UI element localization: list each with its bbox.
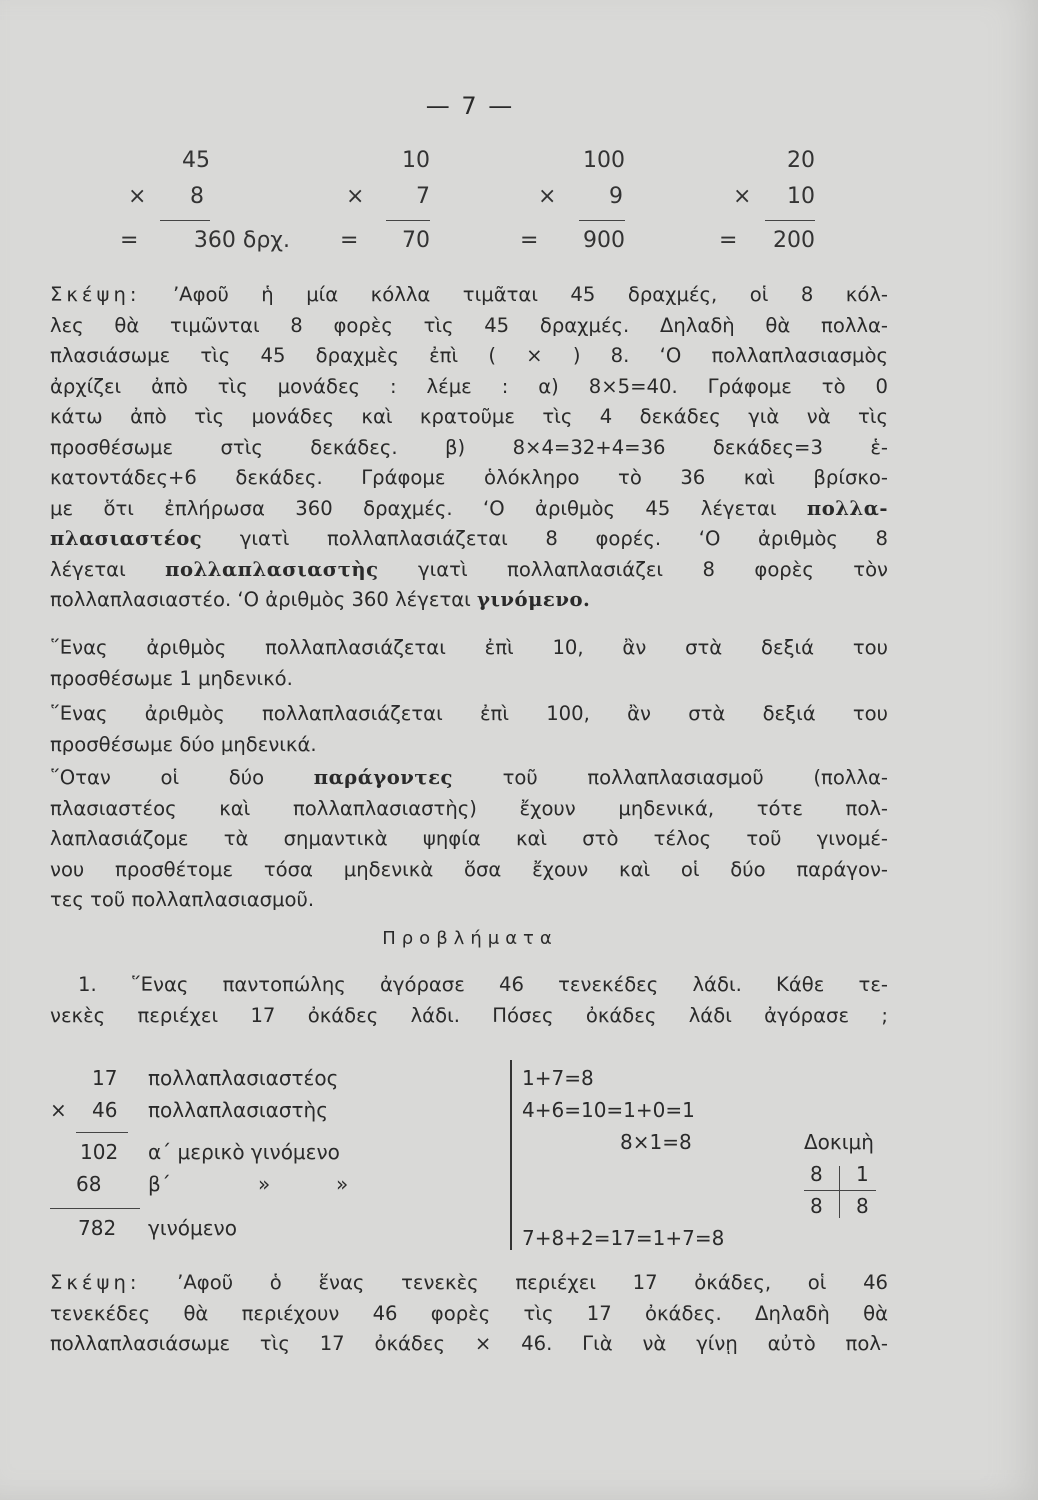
text-span: τοῦ πολλαπλασιασμοῦ (πολλα- — [452, 766, 888, 789]
multiplicand: 100 — [583, 148, 625, 173]
text-line: ῞Ενας ἀριθμὸς πολλαπλασιάζεται ἐπὶ 10, ἂν στὰ δεξιά του — [50, 636, 888, 659]
term-multiplier: πολλαπλασιαστὴς — [165, 557, 379, 581]
rule-paragraph-zeros — [50, 763, 888, 916]
equals-sign: = — [340, 228, 359, 253]
check-line-1: 1+7=8 — [522, 1066, 594, 1090]
reasoning-label: Σκέψη: — [50, 283, 141, 306]
check-title: Δοκιμὴ — [804, 1130, 874, 1154]
page-number: — 7 — — [425, 92, 515, 120]
worked-partial-1: 102 — [80, 1140, 119, 1164]
multiplier: 8 — [190, 184, 204, 209]
text-line — [50, 555, 888, 586]
text-line — [50, 280, 888, 311]
cross-check-bottom-right: 8 — [856, 1194, 869, 1218]
text-line — [50, 585, 888, 616]
text-line: προσθέσωμε στὶς δεκάδες. β) 8×4=32+4=36 δεκάδες=3 ἑ- — [50, 435, 888, 459]
worked-multiplier: 46 — [92, 1098, 118, 1122]
text-span: ’Αφοῦ ἡ μία κόλλα τιμᾶται 45 δραχμές, οἱ 8 κόλ- — [140, 283, 888, 306]
multiplicand: 45 — [182, 148, 210, 173]
multiplier: 7 — [416, 184, 430, 209]
reasoning-label: Σκέψη: — [50, 1271, 141, 1294]
text-line: πολλαπλασιάσωμε τὶς 17 ὀκάδες × 46. Γιὰ νὰ γίνῃ αὐτὸ πολ- — [50, 1332, 888, 1355]
text-span: λέγεται — [50, 557, 166, 581]
problems-heading: Προβλήματα — [382, 928, 558, 949]
worked-multiplier-label: πολλαπλασιαστὴς — [148, 1098, 328, 1122]
times-sign: × — [538, 184, 557, 209]
text-line: προσθέσωμε δύο μηδενικά. — [50, 732, 317, 756]
worked-product-label: γινόμενο — [148, 1216, 237, 1240]
worked-partial-2-label: β΄ — [148, 1172, 171, 1196]
rule-paragraph-times-100 — [50, 699, 888, 760]
multiplicand: 20 — [787, 148, 815, 173]
check-line-2: 4+6=10=1+0=1 — [522, 1098, 695, 1122]
cross-check-top-left: 8 — [810, 1162, 823, 1186]
text-span: γιατὶ πολλαπλασιάζεται 8 φορές. ‘Ο ἀριθμὸς 8 — [202, 527, 888, 550]
text-line — [50, 524, 888, 555]
cross-check-bottom-left: 8 — [810, 1194, 823, 1218]
text-line: πλασιάσωμε τὶς 45 δραχμὲς ἐπὶ ( × ) 8. ‘Ο πολλαπλασιασμὸς — [50, 344, 888, 367]
rule-paragraph-times-10 — [50, 633, 888, 694]
text-span: ῞Οταν οἱ δύο — [50, 766, 314, 789]
rule-line — [386, 220, 430, 221]
ditto-mark: » — [258, 1172, 271, 1196]
check-line-4: 7+8+2=17=1+7=8 — [522, 1226, 725, 1250]
text-line: ἀρχίζει ἀπὸ τὶς μονάδες : λέμε : α) 8×5=40. Γράφομε τὸ 0 — [50, 374, 888, 398]
column-divider — [510, 1060, 512, 1250]
text-span: με ὅτι ἐπλήρωσα 360 δραχμές. ‘Ο ἀριθμὸς 45 λέγεται — [50, 496, 777, 520]
worked-partial-1-label: α΄ μερικὸ γινόμενο — [148, 1140, 340, 1164]
check-line-3: 8×1=8 — [620, 1130, 692, 1154]
rule-line — [579, 220, 625, 221]
text-line: λες θὰ τιμῶνται 8 φορὲς τὶς 45 δραχμές. Δηλαδὴ θὰ πολλα- — [50, 313, 888, 337]
text-line: λαπλασιάζομε τὰ σημαντικὰ ψηφία καὶ στὸ τέλος τοῦ γινομέ- — [50, 827, 888, 850]
rule-line — [50, 1208, 140, 1209]
worked-multiplicand: 17 — [92, 1066, 118, 1090]
multiplicand: 10 — [402, 148, 430, 173]
worked-partial-2: 68 — [76, 1172, 102, 1196]
worked-multiplicand-label: πολλαπλασιαστέος — [148, 1066, 339, 1090]
text-line — [50, 494, 888, 525]
rule-line — [76, 1132, 128, 1133]
term-multiplicand: πολλα- — [806, 496, 888, 520]
text-line — [50, 763, 888, 794]
equals-sign: = — [719, 228, 738, 253]
text-line: τες τοῦ πολλαπλασιασμοῦ. — [50, 888, 315, 911]
ditto-mark: » — [336, 1172, 349, 1196]
worked-product: 782 — [78, 1216, 117, 1240]
problem-1 — [50, 970, 888, 1031]
term-product: γινόμενο. — [477, 588, 591, 611]
product: 900 — [583, 228, 625, 253]
cross-check-vertical — [839, 1166, 840, 1218]
cross-check-top-right: 1 — [856, 1162, 869, 1186]
text-line: νου προσθέτομε τόσα μηδενικὰ ὅσα ἔχουν καὶ οἱ δύο παράγον- — [50, 857, 888, 881]
text-span: ’Αφοῦ ὁ ἕνας τενεκὲς περιέχει 17 ὀκάδες, οἱ 46 — [140, 1271, 888, 1294]
text-line: ῞Ενας ἀριθμὸς πολλαπλασιάζεται ἐπὶ 100, ἂν στὰ δεξιά του — [50, 702, 888, 725]
rule-line — [160, 220, 210, 221]
worked-times-sign: × — [50, 1098, 67, 1122]
product: 360 δρχ. — [193, 228, 290, 253]
text-line: προσθέσωμε 1 μηδενικό. — [50, 666, 293, 690]
multiplier: 9 — [609, 184, 623, 209]
reasoning-paragraph-1 — [50, 280, 888, 616]
text-line — [50, 1268, 888, 1299]
times-sign: × — [733, 184, 752, 209]
times-sign: × — [346, 184, 365, 209]
product: 70 — [402, 228, 430, 253]
rule-line — [765, 220, 815, 221]
text-line: τενεκέδες θὰ περιέχουν 46 φορὲς τὶς 17 ὀκάδες. Δηλαδὴ θὰ — [50, 1301, 888, 1325]
cross-check-line — [804, 1190, 876, 1191]
text-span: γιατὶ πολλαπλασιάζει 8 φορὲς τὸν — [378, 557, 888, 581]
text-line: νεκὲς περιέχει 17 ὀκάδες λάδι. Πόσες ὀκάδες λάδι ἀγόρασε ; — [50, 1003, 888, 1027]
text-line: κάτω ἀπὸ τὶς μονάδες καὶ κρατοῦμε τὶς 4 δεκάδες γιὰ νὰ τὶς — [50, 405, 888, 428]
text-span: πολλαπλασιαστέο. ‘Ο ἀριθμὸς 360 λέγεται — [50, 588, 478, 611]
product: 200 — [773, 228, 815, 253]
text-line: κατοντάδες+6 δεκάδες. Γράφομε ὁλόκληρο τὸ 36 καὶ βρίσκο- — [50, 466, 888, 489]
term-factors: παράγοντες — [313, 766, 453, 789]
text-line: 1. ῞Ενας παντοπώλης ἀγόρασε 46 τενεκέδες λάδι. Κάθε τε- — [78, 973, 888, 996]
text-line: πλασιαστέος καὶ πολλαπλασιαστὴς) ἔχουν μηδενικά, τότε πολ- — [50, 796, 888, 820]
equals-sign: = — [520, 228, 539, 253]
times-sign: × — [128, 184, 147, 209]
multiplier: 10 — [787, 184, 815, 209]
equals-sign: = — [120, 228, 139, 253]
reasoning-paragraph-2 — [50, 1268, 888, 1360]
term-multiplicand-cont: πλασιαστέος — [50, 527, 203, 550]
